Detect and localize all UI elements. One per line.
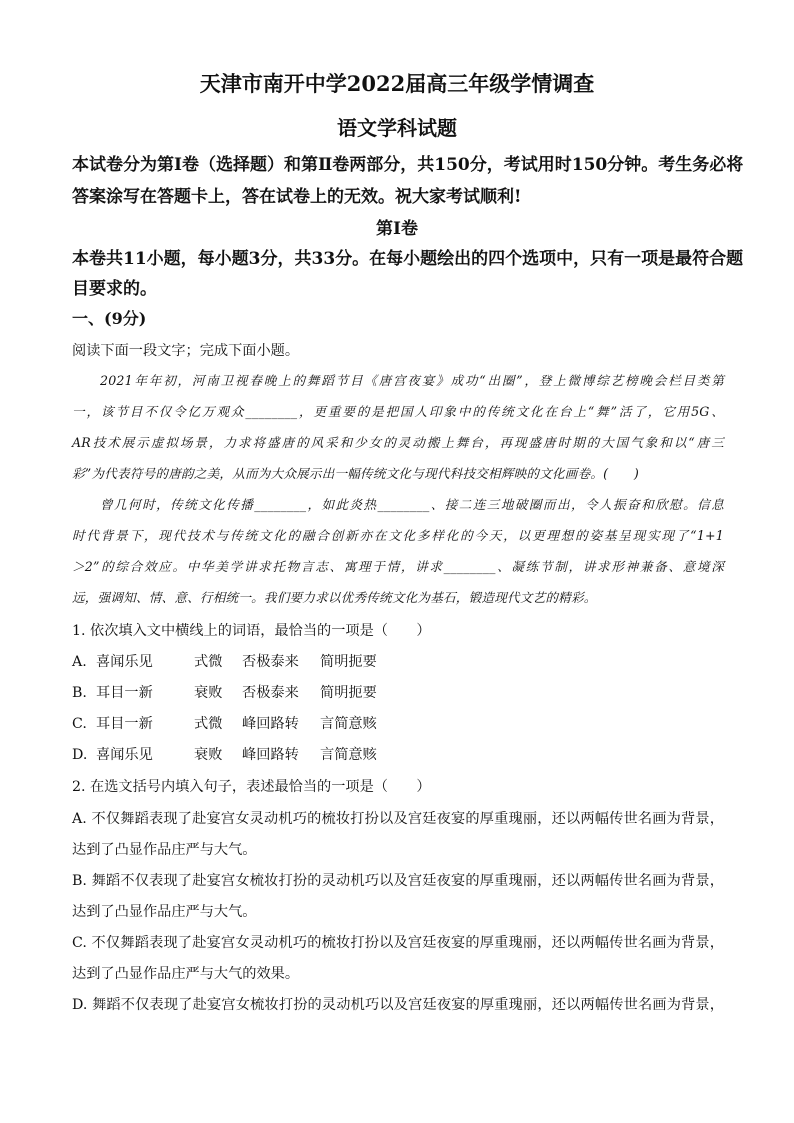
passage-line: 2021年年初，河南卫视春晚上的舞蹈节目《唐宫夜宴》成功“出圈”，登上微博综艺榜晚会栏目类第 — [100, 373, 724, 388]
question-2-option-c-cont: 达到了凸显作品庄严与大气的效果。 — [72, 966, 300, 982]
question-1-option-d[interactable] — [72, 744, 377, 764]
section-heading: 第Ⅰ卷 — [376, 219, 418, 239]
option-word: 式微 — [194, 716, 223, 732]
option-label: C. — [72, 716, 87, 732]
intro-line-2: 答案涂写在答题卡上，答在试卷上的无效。祝大家考试顺利! — [72, 187, 522, 207]
exam-title: 天津市南开中学2022届高三年级学情调查 — [199, 71, 595, 96]
intro-line-1: 本试卷分为第Ⅰ卷（选择题）和第Ⅱ卷两部分，共150分，考试用时150分钟。考生务必将 — [72, 155, 744, 175]
option-word: 式微 — [194, 654, 223, 670]
passage-line: 时代背景下，现代技术与传统文化的融合创新亦在文化多样化的今天，以更理想的姿基呈现实现了“1+1 — [72, 528, 724, 543]
option-word: 喜闻乐见 — [96, 654, 153, 670]
passage-line: ＞2”的综合效应。中华美学讲求托物言志、寓理于情，讲求________、凝练节制，讲求形神兼备、意境深 — [72, 559, 724, 574]
option-label: A. — [72, 654, 87, 670]
question-1-option-a[interactable] — [72, 651, 377, 671]
option-label: D. — [72, 747, 88, 763]
passage-line: 一，该节目不仅令亿万观众________，更重要的是把国人印象中的传统文化在台上“舞”活了，它用5G、 — [72, 404, 724, 419]
question-2-option-a-cont: 达到了凸显作品庄严与大气。 — [72, 842, 257, 858]
option-word: 否极泰来 — [242, 685, 299, 701]
question-1-stem: 1. 依次填入文中横线上的词语，最恰当的一项是（ ） — [72, 623, 431, 639]
option-word: 耳目一新 — [96, 716, 153, 732]
option-word: 言简意赅 — [320, 716, 377, 732]
question-2-option-b[interactable]: B. 舞蹈不仅表现了赴宴宫女梳妆打扮的灵动机巧以及宫廷夜宴的厚重瑰丽，还以两幅传世名画为背景， — [72, 873, 724, 889]
question-2-option-c[interactable]: C. 不仅舞蹈表现了赴宴宫女灵动机巧的梳妆打扮以及宫廷夜宴的厚重瑰丽，还以两幅传世名画为背景， — [72, 935, 724, 951]
section-desc-1: 本卷共11小题，每小题3分，共33分。在每小题绘出的四个选项中，只有一项是最符合题 — [72, 249, 744, 269]
question-2-stem: 2. 在选文括号内填入句子，表述最恰当的一项是（ ） — [72, 779, 431, 795]
part-heading: 一、(9分) — [72, 309, 147, 328]
section-desc-2: 目要求的。 — [72, 279, 157, 299]
passage-line: 远，强调知、情、意、行相统一。我们要力求以优秀传统文化为基石，锻造现代文艺的精彩。 — [72, 590, 597, 605]
reading-instruction: 阅读下面一段文字；完成下面小题。 — [72, 343, 300, 359]
passage-line: 曾几何时，传统文化传播________，如此炎热________、接二连三地破圈而出，令人振奋和欣慰。信息 — [100, 497, 724, 512]
question-2-option-d[interactable]: D. 舞蹈不仅表现了赴宴宫女梳妆打扮的灵动机巧以及宫廷夜宴的厚重瑰丽，还以两幅传世名画为背景， — [72, 997, 724, 1013]
option-word: 言简意赅 — [320, 747, 377, 763]
question-1-option-c[interactable] — [72, 713, 377, 733]
option-word: 峰回路转 — [242, 747, 299, 763]
option-word: 简明扼要 — [320, 654, 377, 670]
option-label: B. — [72, 685, 87, 701]
passage-line: 彩”为代表符号的唐韵之美，从而为大众展示出一幅传统文化与现代科技交相辉映的文化画卷。( ) — [72, 466, 639, 481]
option-word: 衰败 — [194, 685, 223, 701]
question-1-option-b[interactable] — [72, 682, 377, 702]
option-word: 简明扼要 — [320, 685, 377, 701]
exam-subtitle: 语文学科试题 — [337, 116, 457, 140]
passage-line: AR技术展示虚拟场景，力求将盛唐的风采和少女的灵动搬上舞台，再现盛唐时期的大国气象和以“唐三 — [72, 435, 724, 450]
option-word: 衰败 — [194, 747, 223, 763]
question-2-option-a[interactable]: A. 不仅舞蹈表现了赴宴宫女灵动机巧的梳妆打扮以及宫廷夜宴的厚重瑰丽，还以两幅传世名画为背景， — [72, 811, 724, 827]
option-word: 耳目一新 — [96, 685, 153, 701]
option-word: 峰回路转 — [242, 716, 299, 732]
question-2-option-b-cont: 达到了凸显作品庄严与大气。 — [72, 904, 257, 920]
option-word: 否极泰来 — [242, 654, 299, 670]
option-word: 喜闻乐见 — [96, 747, 153, 763]
